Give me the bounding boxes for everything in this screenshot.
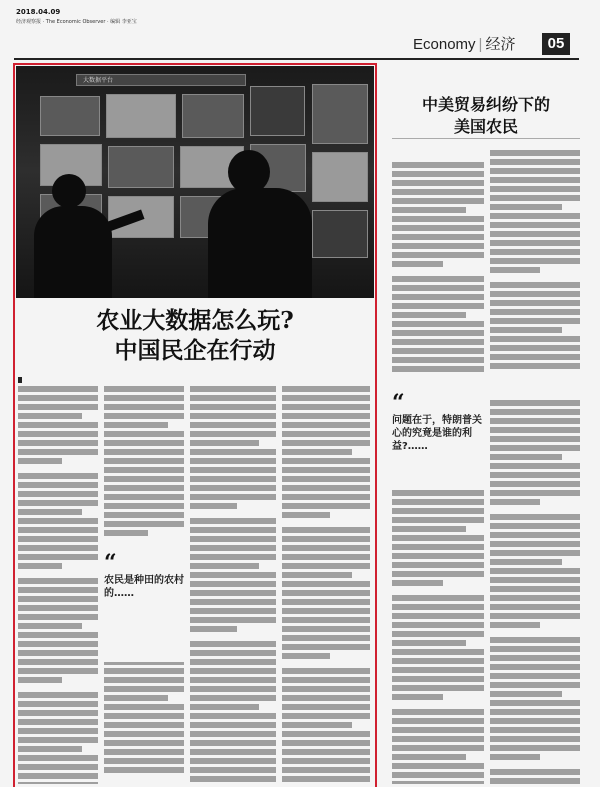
section-cn: 经济	[485, 36, 516, 53]
display-screen	[106, 94, 176, 138]
issue-date: 2018.04.09	[16, 8, 61, 16]
display-screen	[312, 152, 368, 202]
right-text-column	[392, 162, 484, 394]
right-text-column	[490, 150, 580, 394]
display-screen	[108, 146, 174, 188]
person-right-body	[208, 188, 312, 298]
pull-quote	[104, 552, 184, 662]
article-headline	[16, 306, 374, 366]
article-byline	[18, 377, 22, 383]
right-pull-quote-text: 问题在于，特朗普关心的究竟是谁的利益?……	[392, 415, 482, 452]
issue-meta: 经济观察报 · The Economic Observer · 编辑 李亚宝	[16, 19, 137, 25]
pull-quote-text: 农民是种田的农村的……	[104, 575, 184, 599]
page-number: 05	[542, 33, 570, 55]
right-text-column	[490, 400, 580, 784]
section-en: Economy	[413, 36, 476, 53]
display-screen	[312, 84, 368, 144]
display-screen	[40, 96, 100, 136]
right-headline-rule	[392, 138, 580, 139]
section-label	[413, 33, 515, 54]
screen-banner: 大数据平台	[76, 74, 246, 86]
page-header	[0, 0, 600, 62]
right-article-headline	[392, 94, 580, 138]
article-photo	[16, 66, 374, 298]
section-separator: |	[478, 36, 483, 53]
headline-line-1: 农业大数据怎么玩?	[96, 307, 294, 334]
display-screen	[312, 210, 368, 258]
display-screen	[182, 94, 244, 138]
text-column	[282, 386, 370, 784]
header-rule	[14, 58, 579, 60]
display-screen	[250, 86, 305, 136]
headline-line-2: 中国民企在行动	[114, 337, 276, 364]
right-text-column	[392, 490, 484, 784]
byline-tag	[18, 377, 22, 383]
text-column	[18, 386, 98, 784]
person-left-body	[34, 206, 112, 298]
quote-mark: “	[104, 550, 117, 576]
text-column	[190, 386, 276, 784]
right-pull-quote	[392, 392, 484, 484]
right-headline-line-2: 美国农民	[453, 117, 518, 136]
person-left-head	[52, 174, 86, 208]
right-headline-line-1: 中美贸易纠纷下的	[421, 95, 550, 114]
quote-mark: “	[392, 390, 405, 416]
